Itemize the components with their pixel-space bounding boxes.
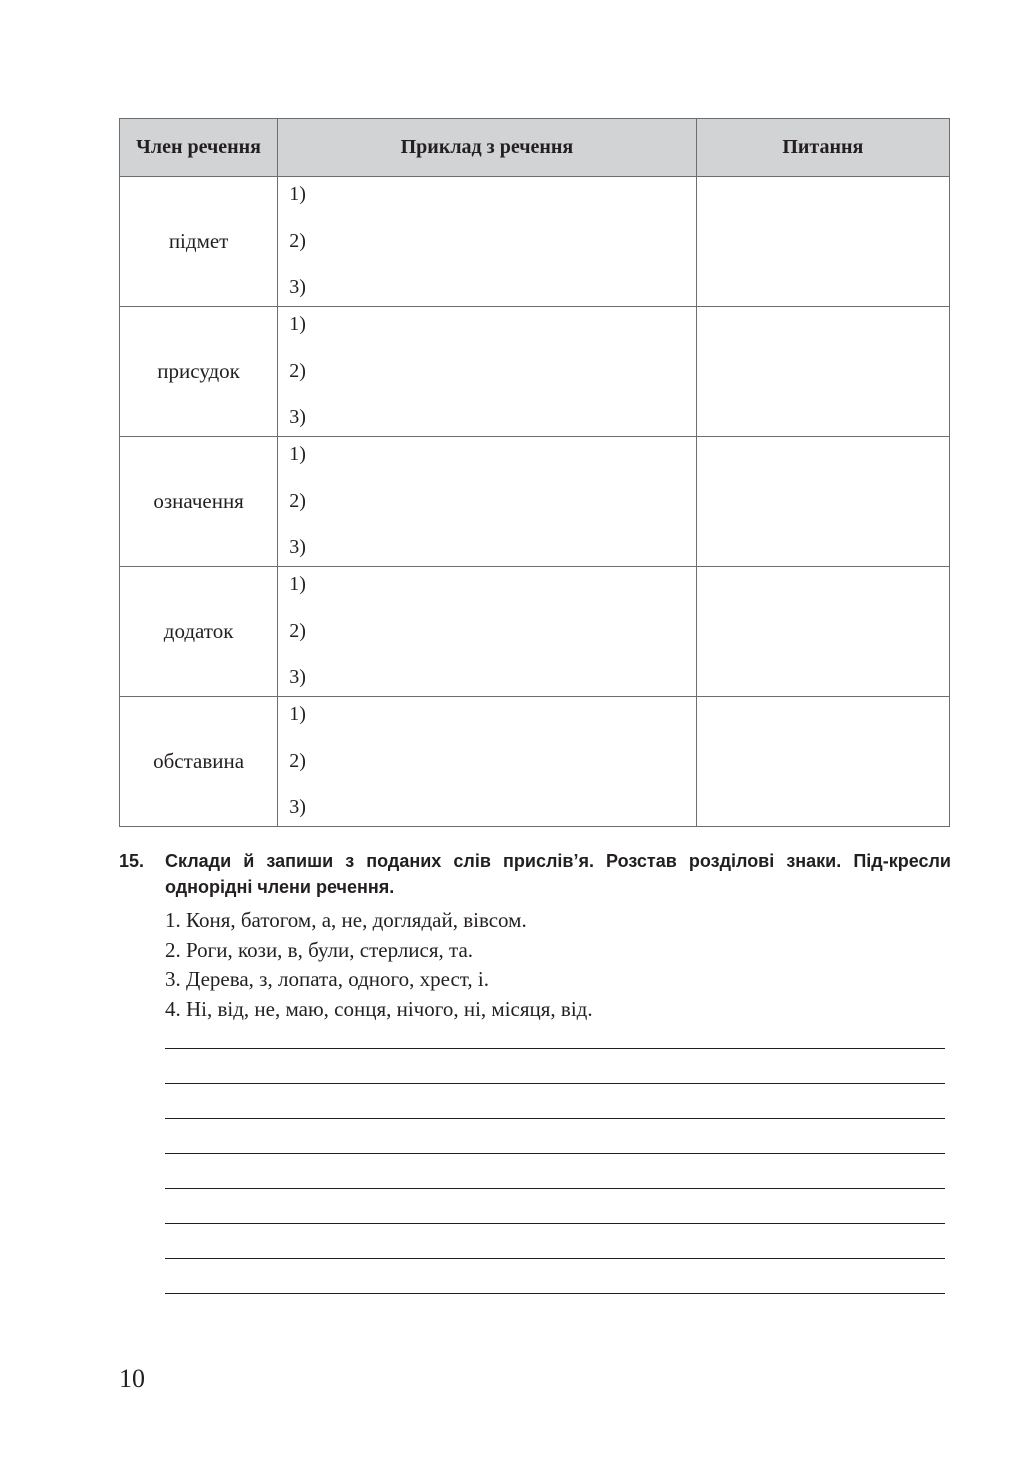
example-item: 2) [289, 749, 306, 772]
member-cell: підмет [120, 177, 278, 307]
task-number: 15. [119, 851, 145, 871]
answer-line[interactable] [165, 1223, 945, 1224]
question-cell[interactable] [696, 697, 949, 827]
example-cell[interactable] [278, 437, 697, 567]
table-row [120, 567, 950, 697]
example-item: 2) [289, 229, 306, 252]
example-cell[interactable] [278, 307, 697, 437]
table-row [120, 177, 950, 307]
header-example: Приклад з речення [278, 119, 697, 177]
example-item: 1) [289, 313, 306, 335]
header-member: Член речення [120, 119, 278, 177]
table-row [120, 437, 950, 567]
list-item: 1. Коня, батогом, а, не, доглядай, вівсом. [165, 908, 527, 932]
example-cell[interactable] [278, 567, 697, 697]
question-cell[interactable] [696, 177, 949, 307]
page-number: 10 [119, 1364, 145, 1393]
example-item: 1) [289, 573, 306, 595]
example-item: 2) [289, 619, 306, 642]
list-item: 4. Ні, від, не, маю, сонця, нічого, ні, місяця, від. [165, 996, 593, 1021]
answer-line[interactable] [165, 1118, 945, 1119]
example-cell[interactable] [278, 697, 697, 827]
example-item: 3) [289, 796, 306, 818]
example-item: 3) [289, 276, 306, 298]
answer-line[interactable] [165, 1293, 945, 1294]
answer-lines [165, 1048, 945, 1328]
proverb-list [165, 906, 951, 1024]
example-item: 1) [289, 443, 306, 465]
example-item: 3) [289, 536, 306, 558]
example-item: 2) [289, 489, 306, 512]
example-cell[interactable] [278, 177, 697, 307]
example-item: 1) [289, 183, 306, 205]
question-cell[interactable] [696, 437, 949, 567]
member-cell: обставина [120, 697, 278, 827]
answer-line[interactable] [165, 1188, 945, 1189]
answer-line[interactable] [165, 1153, 945, 1154]
sentence-members-table [119, 118, 950, 827]
example-item: 2) [289, 359, 306, 382]
task-15 [119, 848, 951, 1024]
answer-line[interactable] [165, 1048, 945, 1049]
member-cell: означення [120, 437, 278, 567]
question-cell[interactable] [696, 307, 949, 437]
member-cell: додаток [120, 567, 278, 697]
example-item: 1) [289, 703, 306, 725]
example-item: 3) [289, 666, 306, 688]
task-instruction: Склади й запиши з поданих слів прислів’я. Розстав розділові знаки. Під-кресли однорідні члени речення. [165, 851, 951, 897]
example-item: 3) [289, 406, 306, 428]
member-cell: присудок [120, 307, 278, 437]
list-item: 2. Роги, кози, в, були, стерлися, та. [165, 937, 474, 962]
table-row [120, 307, 950, 437]
list-item: 3. Дерева, з, лопата, одного, хрест, і. [165, 967, 489, 991]
table-row [120, 697, 950, 827]
answer-line[interactable] [165, 1258, 945, 1259]
question-cell[interactable] [696, 567, 949, 697]
header-question: Питання [696, 119, 949, 177]
task-heading [119, 848, 951, 900]
table-header-row [120, 119, 950, 177]
answer-line[interactable] [165, 1083, 945, 1084]
